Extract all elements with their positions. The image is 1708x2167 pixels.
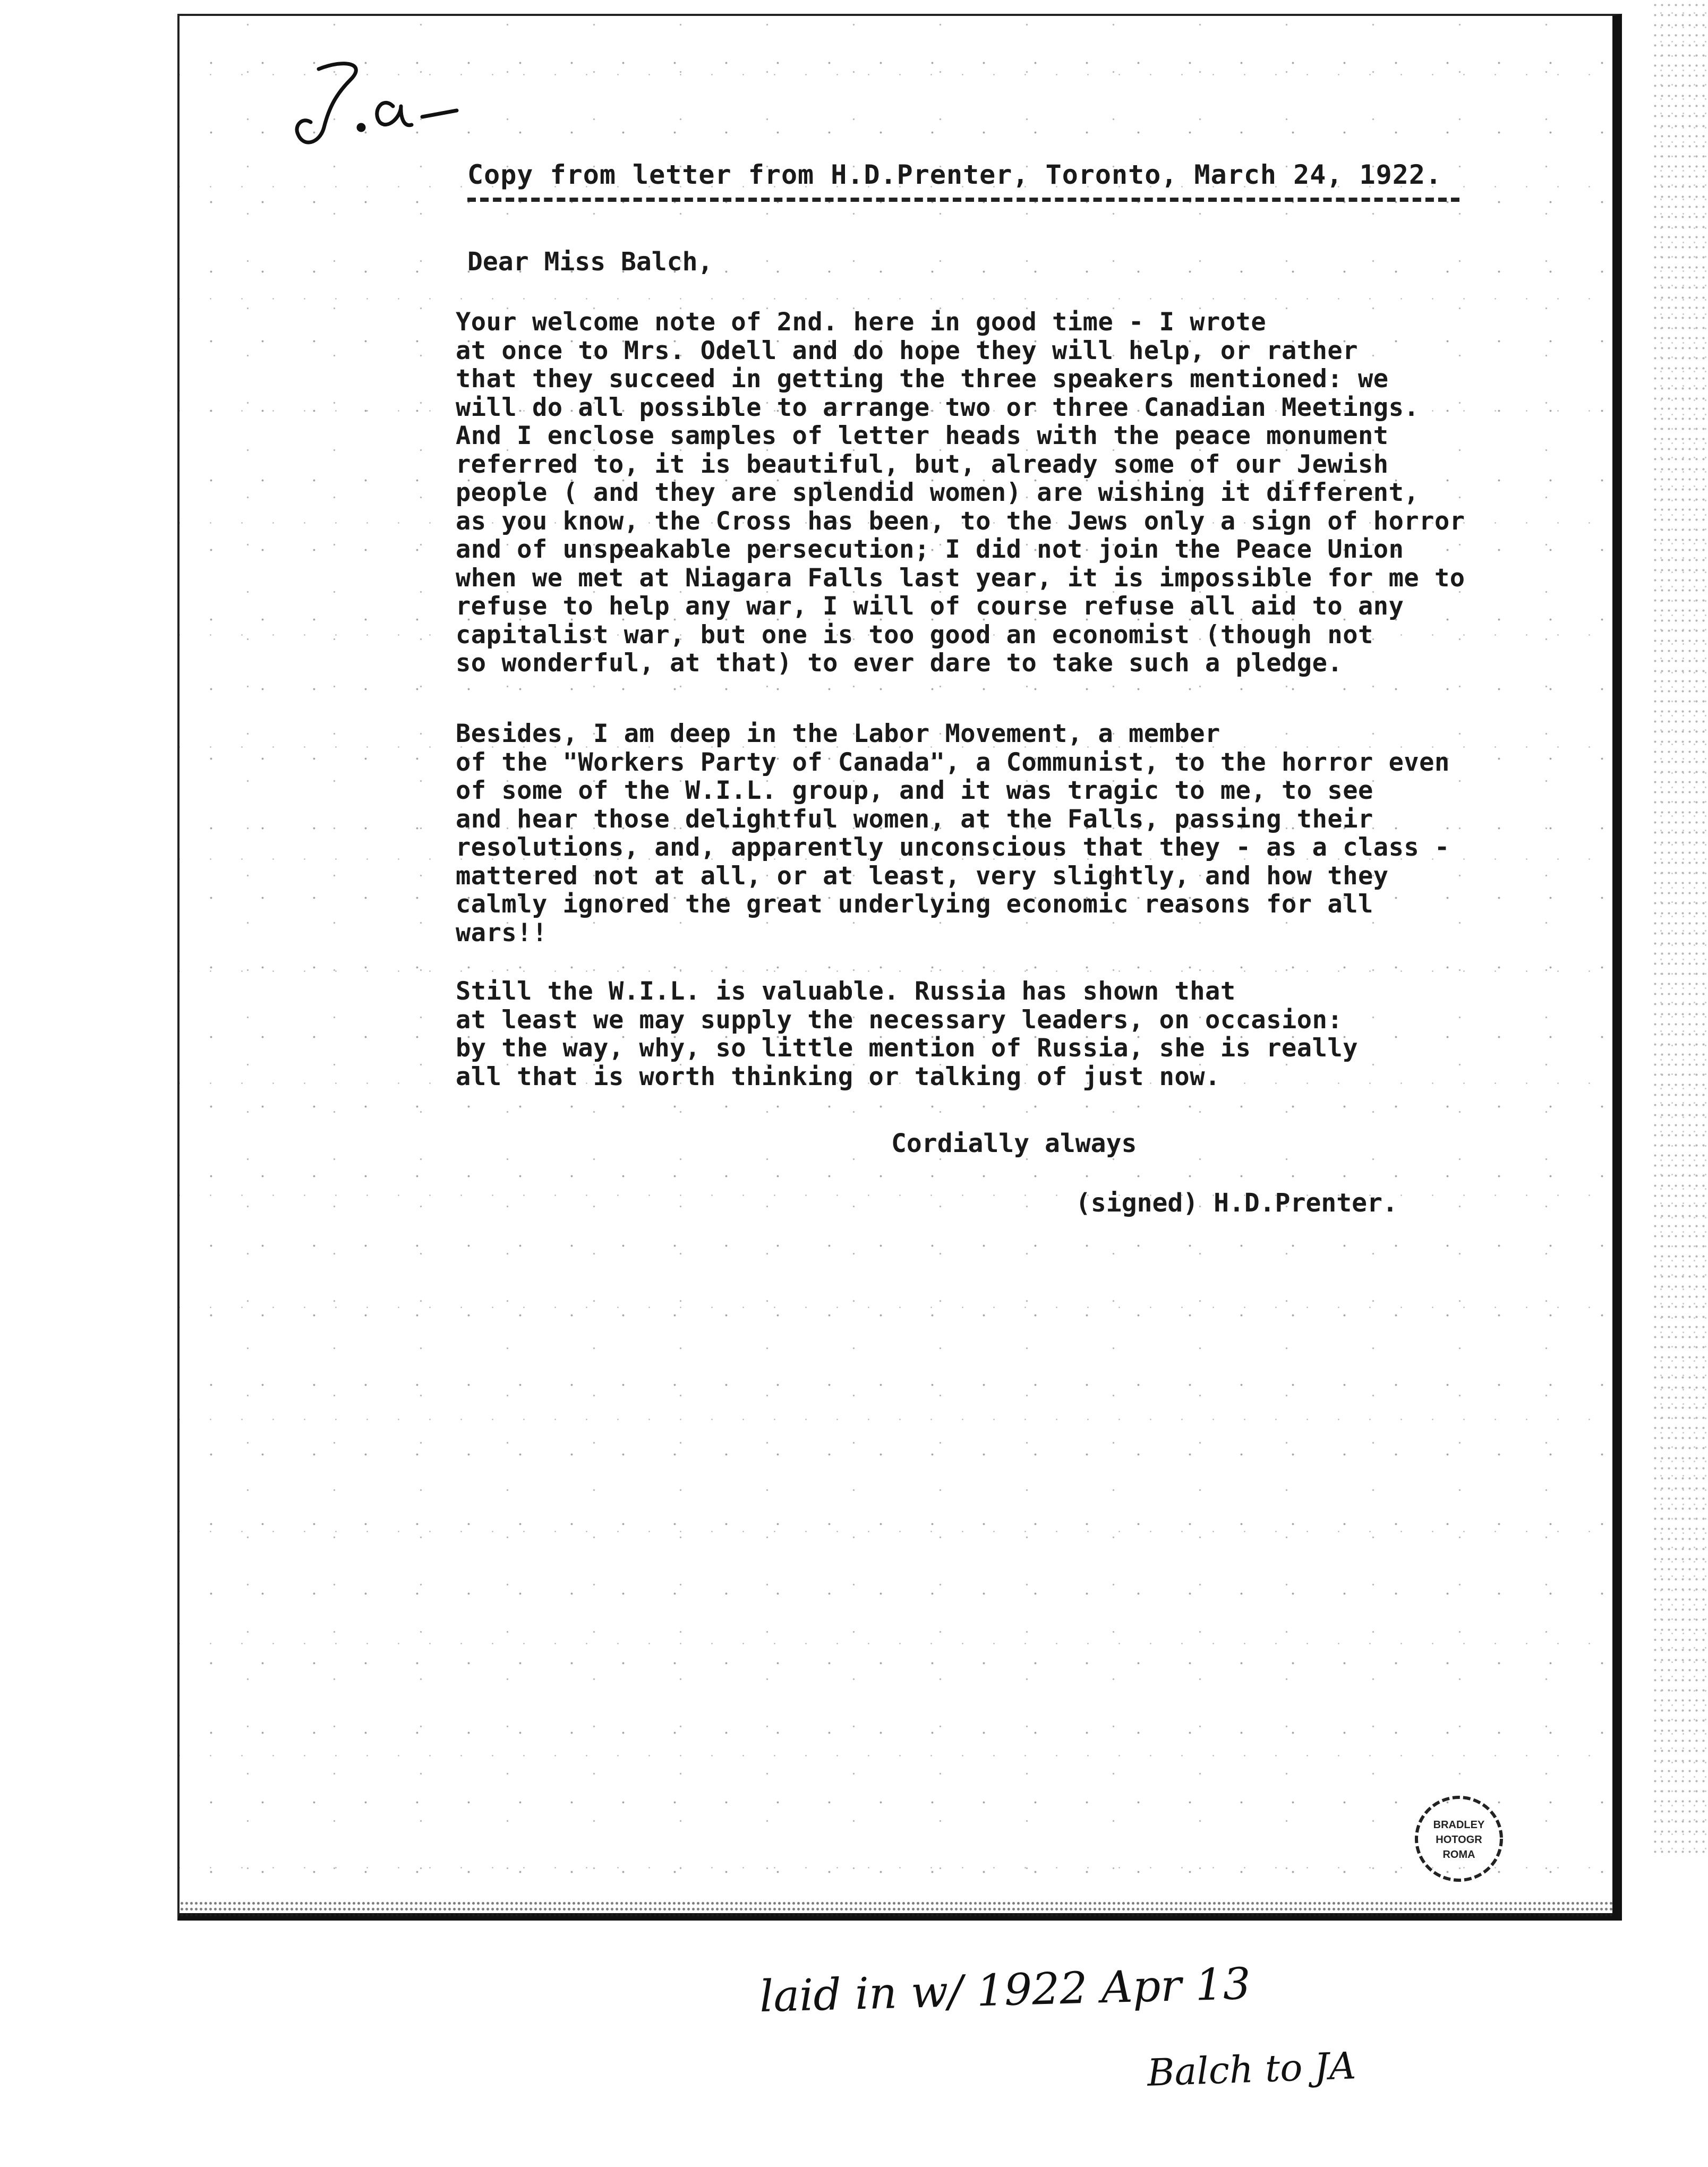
text-line: people ( and they are splendid women) are wishing it different,	[456, 478, 1420, 507]
stamp-text-line: BRADLEY	[1433, 1819, 1485, 1831]
text-line: mattered not at all, or at least, very slightly, and how they	[456, 861, 1389, 891]
letter-heading: Copy from letter from H.D.Prenter, Toronto, March 24, 1922.	[467, 159, 1442, 190]
text-line: by the way, why, so little mention of Russia, she is really	[456, 1034, 1358, 1063]
text-line: Still the W.I.L. is valuable. Russia has shown that	[456, 977, 1236, 1006]
text-line: that they succeed in getting the three speakers mentioned: we	[456, 364, 1389, 394]
text-line: And I enclose samples of letter heads with the peace monument	[456, 421, 1389, 450]
text-line: wars!!	[456, 918, 548, 948]
text-line: capitalist war, but one is too good an economist (though not	[456, 620, 1373, 650]
closing-line: Cordially always	[891, 1129, 1137, 1158]
stamp-text-line: ROMA	[1442, 1849, 1475, 1861]
handwritten-filing-note: laid in w/ 1922 Apr 13	[758, 1958, 1252, 2023]
text-line: so wonderful, at that) to ever dare to take such a pledge.	[456, 649, 1343, 678]
text-line: Your welcome note of 2nd. here in good time - I wrote	[456, 308, 1267, 337]
text-line: as you know, the Cross has been, to the Jews only a sign of horror	[456, 506, 1465, 536]
scanner-noise-margin	[1652, 0, 1708, 1859]
text-line: of some of the W.I.L. group, and it was tragic to me, to see	[456, 776, 1373, 805]
handwritten-initials	[287, 48, 467, 154]
text-line: will do all possible to arrange two or three Canadian Meetings.	[456, 393, 1420, 422]
text-line: resolutions, and, apparently unconscious that they - as a class -	[456, 833, 1450, 862]
paper-bottom-edge	[180, 1900, 1612, 1916]
text-line: at least we may supply the necessary leaders, on occasion:	[456, 1005, 1343, 1035]
paragraph-1	[456, 308, 1582, 678]
text-line: when we met at Niagara Falls last year, it is impossible for me to	[456, 563, 1465, 593]
text-line: refuse to help any war, I will of course refuse all aid to any	[456, 592, 1404, 621]
letter-sheet	[177, 14, 1622, 1921]
text-line: Besides, I am deep in the Labor Movement, a member	[456, 719, 1220, 748]
heading-dashed-rule	[467, 198, 1459, 202]
text-line: and of unspeakable persecution; I did not join the Peace Union	[456, 535, 1404, 564]
text-line: calmly ignored the great underlying economic reasons for all	[456, 890, 1373, 919]
text-line: at once to Mrs. Odell and do hope they will help, or rather	[456, 336, 1358, 365]
text-line: of the "Workers Party of Canada", a Communist, to the horror even	[456, 747, 1450, 777]
signature-line: (signed) H.D.Prenter.	[1075, 1188, 1398, 1218]
salutation: Dear Miss Balch,	[467, 247, 713, 277]
stamp-text-line: HOTOGR	[1436, 1834, 1482, 1846]
paragraph-3	[456, 977, 1582, 1091]
paper-speckle	[180, 16, 1612, 1913]
handwritten-filing-note-2: Balch to JA	[1146, 2044, 1357, 2095]
text-line: all that is worth thinking or talking of just now.	[456, 1062, 1220, 1091]
text-line: and hear those delightful women, at the Falls, passing their	[456, 804, 1373, 834]
text-line: referred to, it is beautiful, but, already some of our Jewish	[456, 449, 1389, 479]
archive-stamp	[1410, 1790, 1508, 1888]
paragraph-2	[456, 720, 1582, 947]
